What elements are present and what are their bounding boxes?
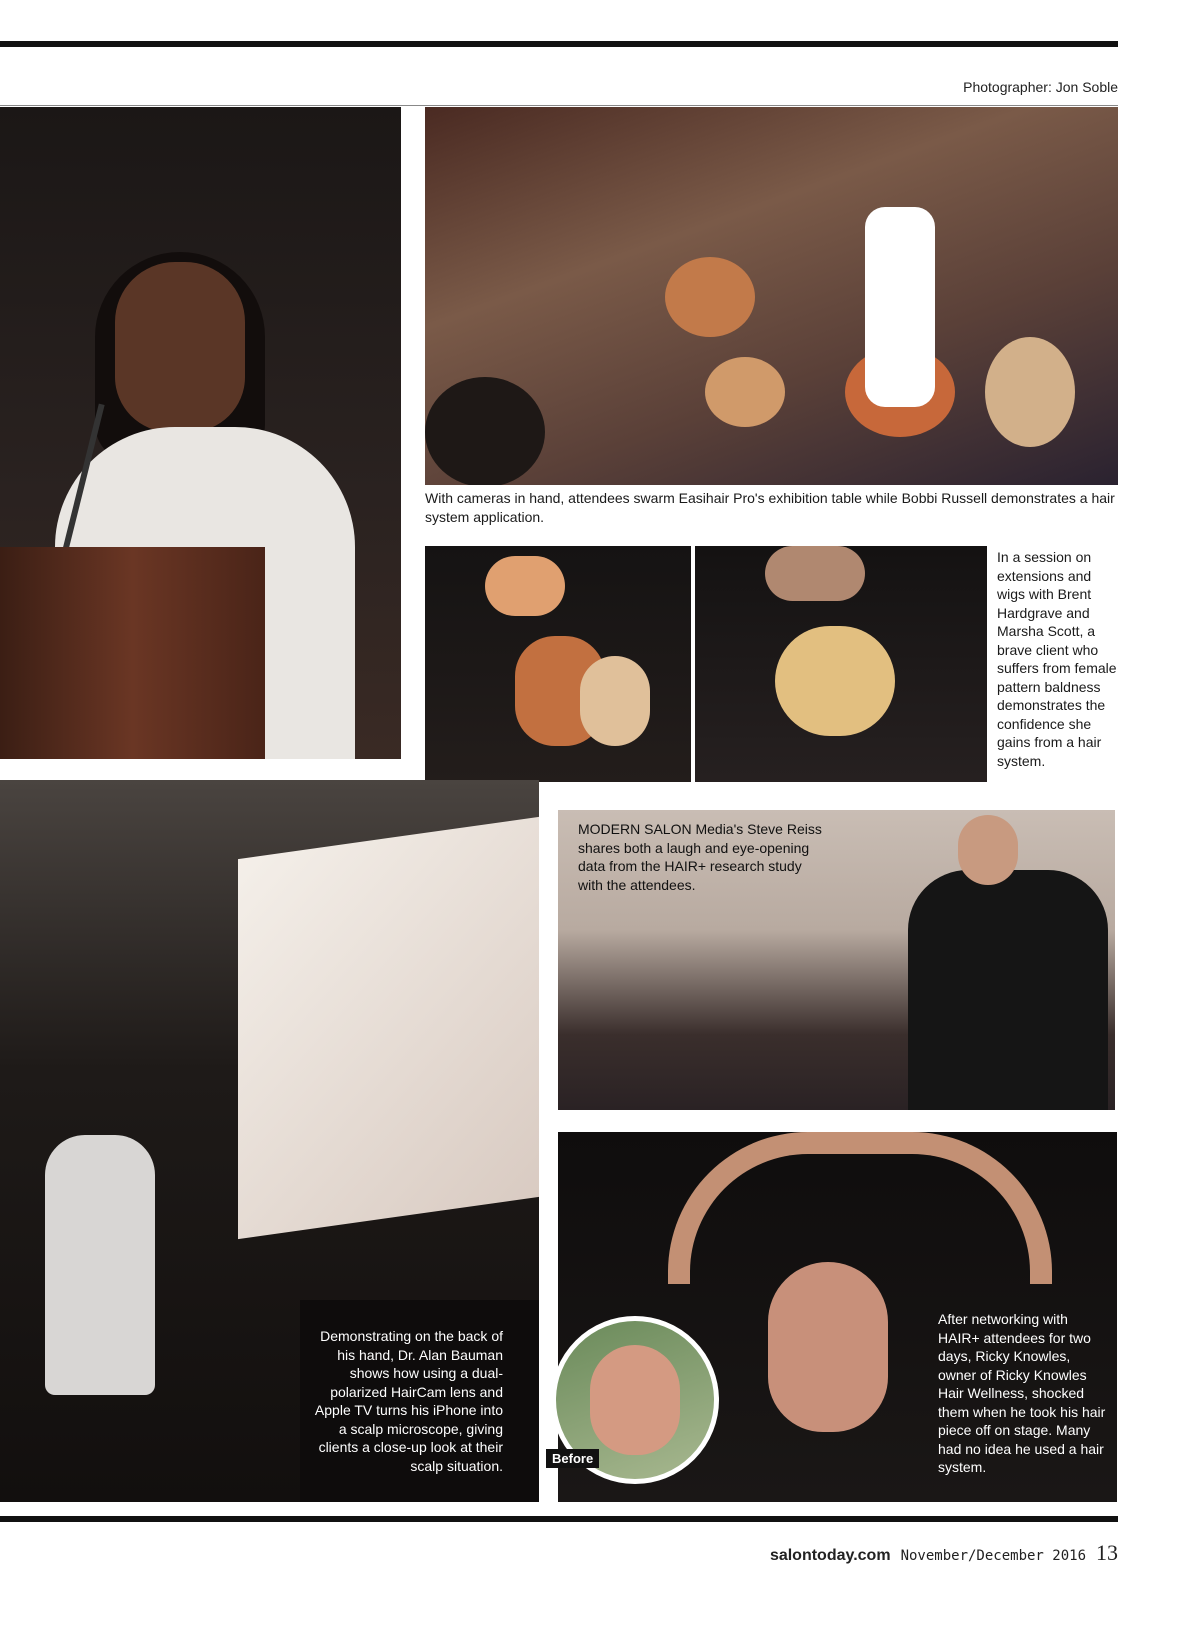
- presenter-suit: [908, 870, 1108, 1110]
- demonstrator-white-top: [865, 207, 935, 407]
- crowd-head: [665, 257, 755, 337]
- bald-head: [768, 1262, 888, 1432]
- page-number: 13: [1096, 1540, 1118, 1565]
- header-divider: [0, 105, 1118, 106]
- before-face: [590, 1345, 680, 1455]
- speaker-face: [115, 262, 245, 432]
- photographer-credit: Photographer: Jon Soble: [963, 79, 1118, 95]
- crowd-head: [425, 377, 545, 485]
- client-blonde-hair: [775, 626, 895, 736]
- crowd-head: [985, 337, 1075, 447]
- photo-speaker-at-podium: [0, 107, 401, 759]
- podium: [0, 547, 265, 759]
- photo-wig-session-2: [695, 546, 987, 782]
- caption-crowd: With cameras in hand, attendees swarm Easihair Pro's exhibition table while Bobbi Russell demonstrates a hair system application.: [425, 490, 1115, 525]
- page-footer: [770, 1540, 1118, 1566]
- photo-wig-session-1: [425, 546, 691, 782]
- projection-screen: [238, 817, 539, 1239]
- raised-arms: [668, 1132, 1052, 1284]
- caption-session: In a session on extensions and wigs with Brent Hardgrave and Marsha Scott, a brave client who suffers from female pattern baldness demonstrates the confidence she gains from a hair system.: [997, 549, 1117, 769]
- stylist-head: [765, 546, 865, 601]
- footer-site: salontoday.com: [769, 1547, 891, 1564]
- caption-reiss: MODERN SALON Media's Steve Reiss shares both a laugh and eye-opening data from the HAIR+ research study with the attendees.: [578, 821, 822, 893]
- crowd-head: [705, 357, 785, 427]
- client-head: [580, 656, 650, 746]
- photo-exhibition-crowd: [425, 107, 1118, 485]
- doctor-lab-coat: [45, 1135, 155, 1395]
- photo-scalp-microscope-demo: [0, 780, 539, 1502]
- caption-bauman: Demonstrating on the back of his hand, Dr. Alan Bauman shows how using a dual-polarized HairCam lens and Apple TV turns his iPhone into a scalp microscope, giving clients a close-up look at their scalp situation.: [314, 1328, 503, 1474]
- before-label: Before: [546, 1449, 599, 1468]
- photo-audience-reiss: [558, 810, 1115, 1110]
- presenter-head: [958, 815, 1018, 885]
- footer-date: November/December 2016: [900, 1548, 1086, 1564]
- bottom-rule: [0, 1516, 1118, 1522]
- caption-knowles: After networking with HAIR+ attendees for two days, Ricky Knowles, owner of Ricky Knowles Hair Wellness, shocked them when he took his hair piece off on stage. Many had no idea he used a hair system.: [938, 1311, 1106, 1475]
- stylist-head: [485, 556, 565, 616]
- top-rule: [0, 41, 1118, 47]
